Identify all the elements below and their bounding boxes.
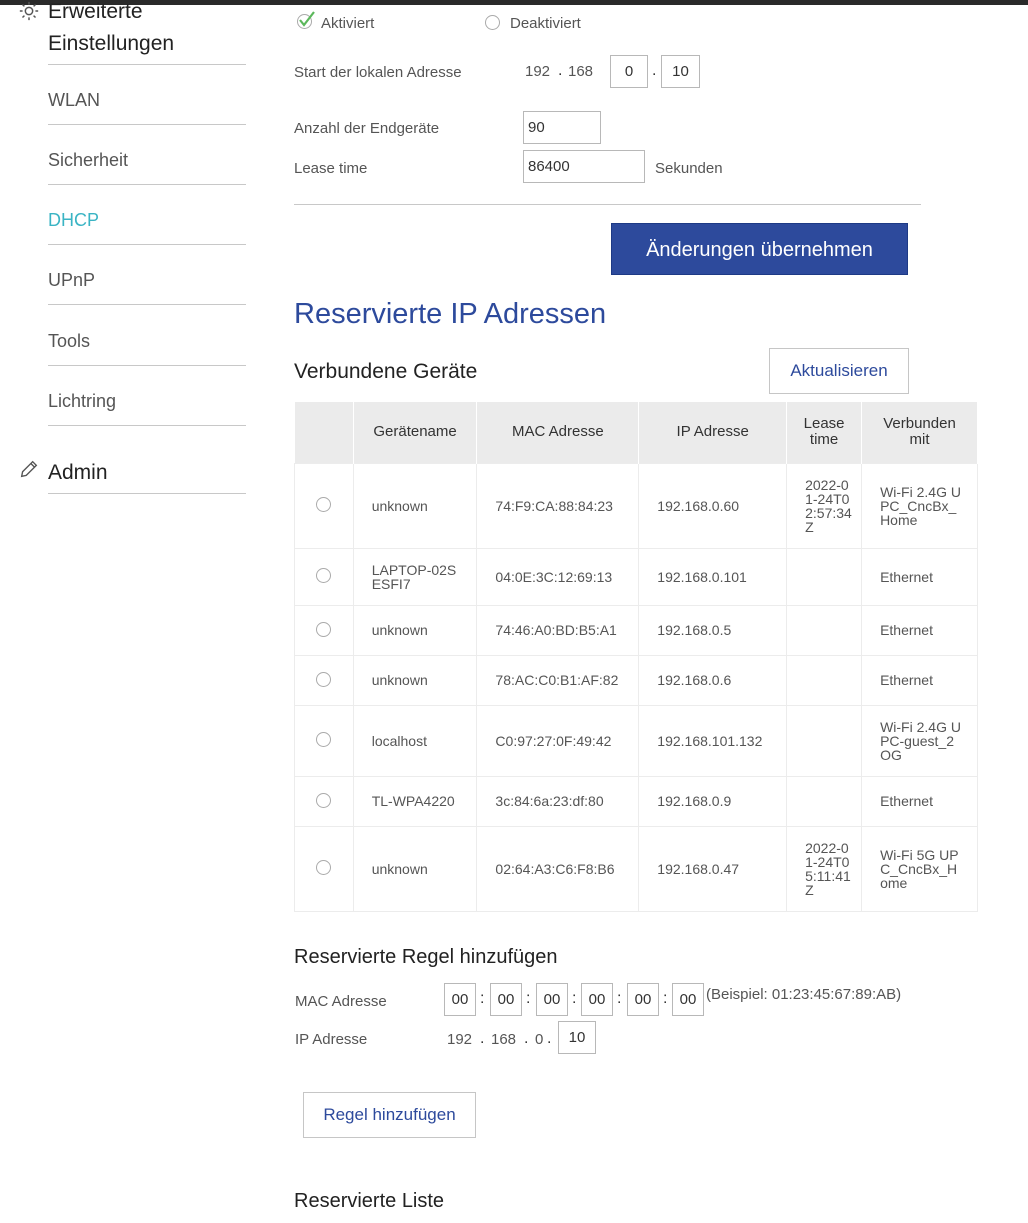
row-select-radio[interactable]	[316, 622, 331, 637]
cell-connected: Ethernet	[862, 605, 978, 655]
pencil-icon	[18, 458, 40, 480]
dot-separator: .	[558, 62, 563, 79]
sidebar-heading: Erweiterte Einstellungen	[48, 0, 175, 55]
device-count-label: Anzahl der Endgeräte	[294, 120, 440, 137]
radio-aktiviert[interactable]	[297, 12, 317, 32]
cell-name: unknown	[353, 655, 477, 705]
mac-label: MAC Adresse	[295, 993, 387, 1010]
devices-table	[294, 402, 978, 912]
cell-name: unknown	[353, 605, 477, 655]
cell-ip: 192.168.101.132	[639, 705, 787, 776]
mac-octet-4-input[interactable]: 00	[581, 983, 613, 1016]
check-icon	[297, 10, 317, 30]
sidebar-item-label: WLAN	[48, 90, 101, 110]
cell-lease	[787, 705, 862, 776]
ip-octet-4-input[interactable]: 10	[558, 1021, 596, 1054]
column-header-select	[295, 402, 354, 463]
cell-connected: Ethernet	[862, 776, 978, 826]
row-select-radio[interactable]	[316, 860, 331, 875]
cell-mac: 74:46:A0:BD:B5:A1	[477, 605, 639, 655]
sidebar-item-sicherheit[interactable]	[48, 125, 246, 185]
mac-hint: (Beispiel: 01:23:45:67:89:AB)	[706, 986, 902, 1003]
sidebar-item-admin[interactable]: Admin	[48, 454, 246, 494]
apply-changes-button[interactable]: Änderungen übernehmen	[611, 223, 908, 275]
dot-separator: .	[652, 62, 657, 79]
row-select-radio[interactable]	[316, 732, 331, 747]
table-row	[295, 655, 978, 705]
column-header-connected: Verbunden mit	[862, 402, 978, 463]
column-header-lease: Lease time	[787, 402, 862, 463]
sidebar-item-label: DHCP	[48, 210, 100, 230]
cell-ip: 192.168.0.9	[639, 776, 787, 826]
cell-lease: 2022-01-24T05:11:41Z	[787, 826, 862, 911]
cell-mac: 04:0E:3C:12:69:13	[477, 548, 639, 605]
cell-mac: 78:AC:C0:B1:AF:82	[477, 655, 639, 705]
lease-unit: Sekunden	[655, 160, 723, 177]
lease-time-label: Lease time	[294, 160, 368, 177]
dot-separator: .	[547, 1030, 552, 1047]
cell-connected: Ethernet	[862, 655, 978, 705]
divider	[294, 204, 921, 205]
table-row	[295, 463, 978, 548]
cell-lease	[787, 776, 862, 826]
row-select-radio[interactable]	[316, 568, 331, 583]
table-row	[295, 605, 978, 655]
sidebar-item-tools[interactable]	[48, 306, 246, 366]
cell-lease	[787, 655, 862, 705]
cell-ip: 192.168.0.60	[639, 463, 787, 548]
gear-icon	[18, 0, 40, 22]
start-octet-3-input[interactable]: 0	[610, 55, 648, 88]
sidebar-item-label: Sicherheit	[48, 150, 129, 170]
cell-ip: 192.168.0.47	[639, 826, 787, 911]
cell-connected: Wi-Fi 2.4G UPC_CncBx_Home	[862, 463, 978, 548]
cell-ip: 192.168.0.6	[639, 655, 787, 705]
device-count-input[interactable]: 90	[523, 111, 601, 144]
sidebar-item-label: Lichtring	[48, 391, 117, 411]
add-rule-heading: Reservierte Regel hinzufügen	[294, 946, 558, 968]
cell-mac: 74:F9:CA:88:84:23	[477, 463, 639, 548]
column-header-mac: MAC Adresse	[477, 402, 639, 463]
table-row	[295, 776, 978, 826]
colon-separator: :	[663, 990, 668, 1007]
dot-separator: .	[524, 1030, 529, 1047]
radio-deaktiviert-label: Deaktiviert	[510, 15, 581, 32]
sidebar-item-dhcp[interactable]	[48, 185, 246, 245]
reserved-ip-title: Reservierte IP Adressen	[294, 298, 607, 330]
mac-octet-1-input[interactable]: 00	[444, 983, 476, 1016]
connected-devices-heading: Verbundene Geräte	[294, 360, 478, 383]
start-octet-1: 192	[525, 63, 551, 80]
column-header-name: Gerätename	[353, 402, 477, 463]
cell-mac: 3c:84:6a:23:df:80	[477, 776, 639, 826]
ip-octet-1: 192	[447, 1031, 473, 1048]
cell-lease	[787, 605, 862, 655]
ip-label: IP Adresse	[295, 1031, 368, 1048]
refresh-button[interactable]: Aktualisieren	[769, 348, 909, 394]
cell-connected: Wi-Fi 5G UPC_CncBx_Home	[862, 826, 978, 911]
radio-deaktiviert[interactable]	[485, 15, 500, 30]
radio-aktiviert-label: Aktiviert	[321, 15, 375, 32]
reserved-list-heading: Reservierte Liste	[294, 1190, 445, 1212]
cell-lease: 2022-01-24T02:57:34Z	[787, 463, 862, 548]
cell-connected: Ethernet	[862, 548, 978, 605]
row-select-radio[interactable]	[316, 672, 331, 687]
add-rule-button[interactable]: Regel hinzufügen	[303, 1092, 476, 1138]
sidebar-item-label: UPnP	[48, 270, 96, 290]
cell-ip: 192.168.0.5	[639, 605, 787, 655]
sidebar-item-wlan[interactable]	[48, 65, 246, 125]
sidebar-item-label: Tools	[48, 331, 91, 351]
cell-lease	[787, 548, 862, 605]
cell-name: unknown	[353, 463, 477, 548]
cell-name: TL-WPA4220	[353, 776, 477, 826]
colon-separator: :	[480, 990, 485, 1007]
cell-name: localhost	[353, 705, 477, 776]
mac-octet-2-input[interactable]: 00	[490, 983, 522, 1016]
ip-octet-3: 0	[535, 1031, 544, 1048]
row-select-radio[interactable]	[316, 497, 331, 512]
table-row	[295, 826, 978, 911]
start-address-label: Start der lokalen Adresse	[294, 64, 462, 81]
cell-connected: Wi-Fi 2.4G UPC-guest_2OG	[862, 705, 978, 776]
start-octet-4-input[interactable]: 10	[661, 55, 700, 88]
start-octet-2: 168	[568, 63, 594, 80]
table-header-row	[295, 402, 978, 463]
colon-separator: :	[617, 990, 622, 1007]
column-header-ip: IP Adresse	[639, 402, 787, 463]
cell-name: unknown	[353, 826, 477, 911]
cell-mac: C0:97:27:0F:49:42	[477, 705, 639, 776]
cell-ip: 192.168.0.101	[639, 548, 787, 605]
mac-octet-6-input[interactable]: 00	[672, 983, 704, 1016]
sidebar-item-upnp[interactable]	[48, 245, 246, 305]
dot-separator: .	[480, 1030, 485, 1047]
table-row	[295, 705, 978, 776]
ip-octet-2: 168	[491, 1031, 517, 1048]
sidebar-item-lichtring[interactable]	[48, 366, 246, 426]
colon-separator: :	[572, 990, 577, 1007]
mac-octet-3-input[interactable]: 00	[536, 983, 568, 1016]
mac-octet-5-input[interactable]: 00	[627, 983, 659, 1016]
table-row	[295, 548, 978, 605]
row-select-radio[interactable]	[316, 793, 331, 808]
colon-separator: :	[526, 990, 531, 1007]
lease-time-input[interactable]: 86400	[523, 150, 645, 183]
cell-mac: 02:64:A3:C6:F8:B6	[477, 826, 639, 911]
cell-name: LAPTOP-02SESFI7	[353, 548, 477, 605]
